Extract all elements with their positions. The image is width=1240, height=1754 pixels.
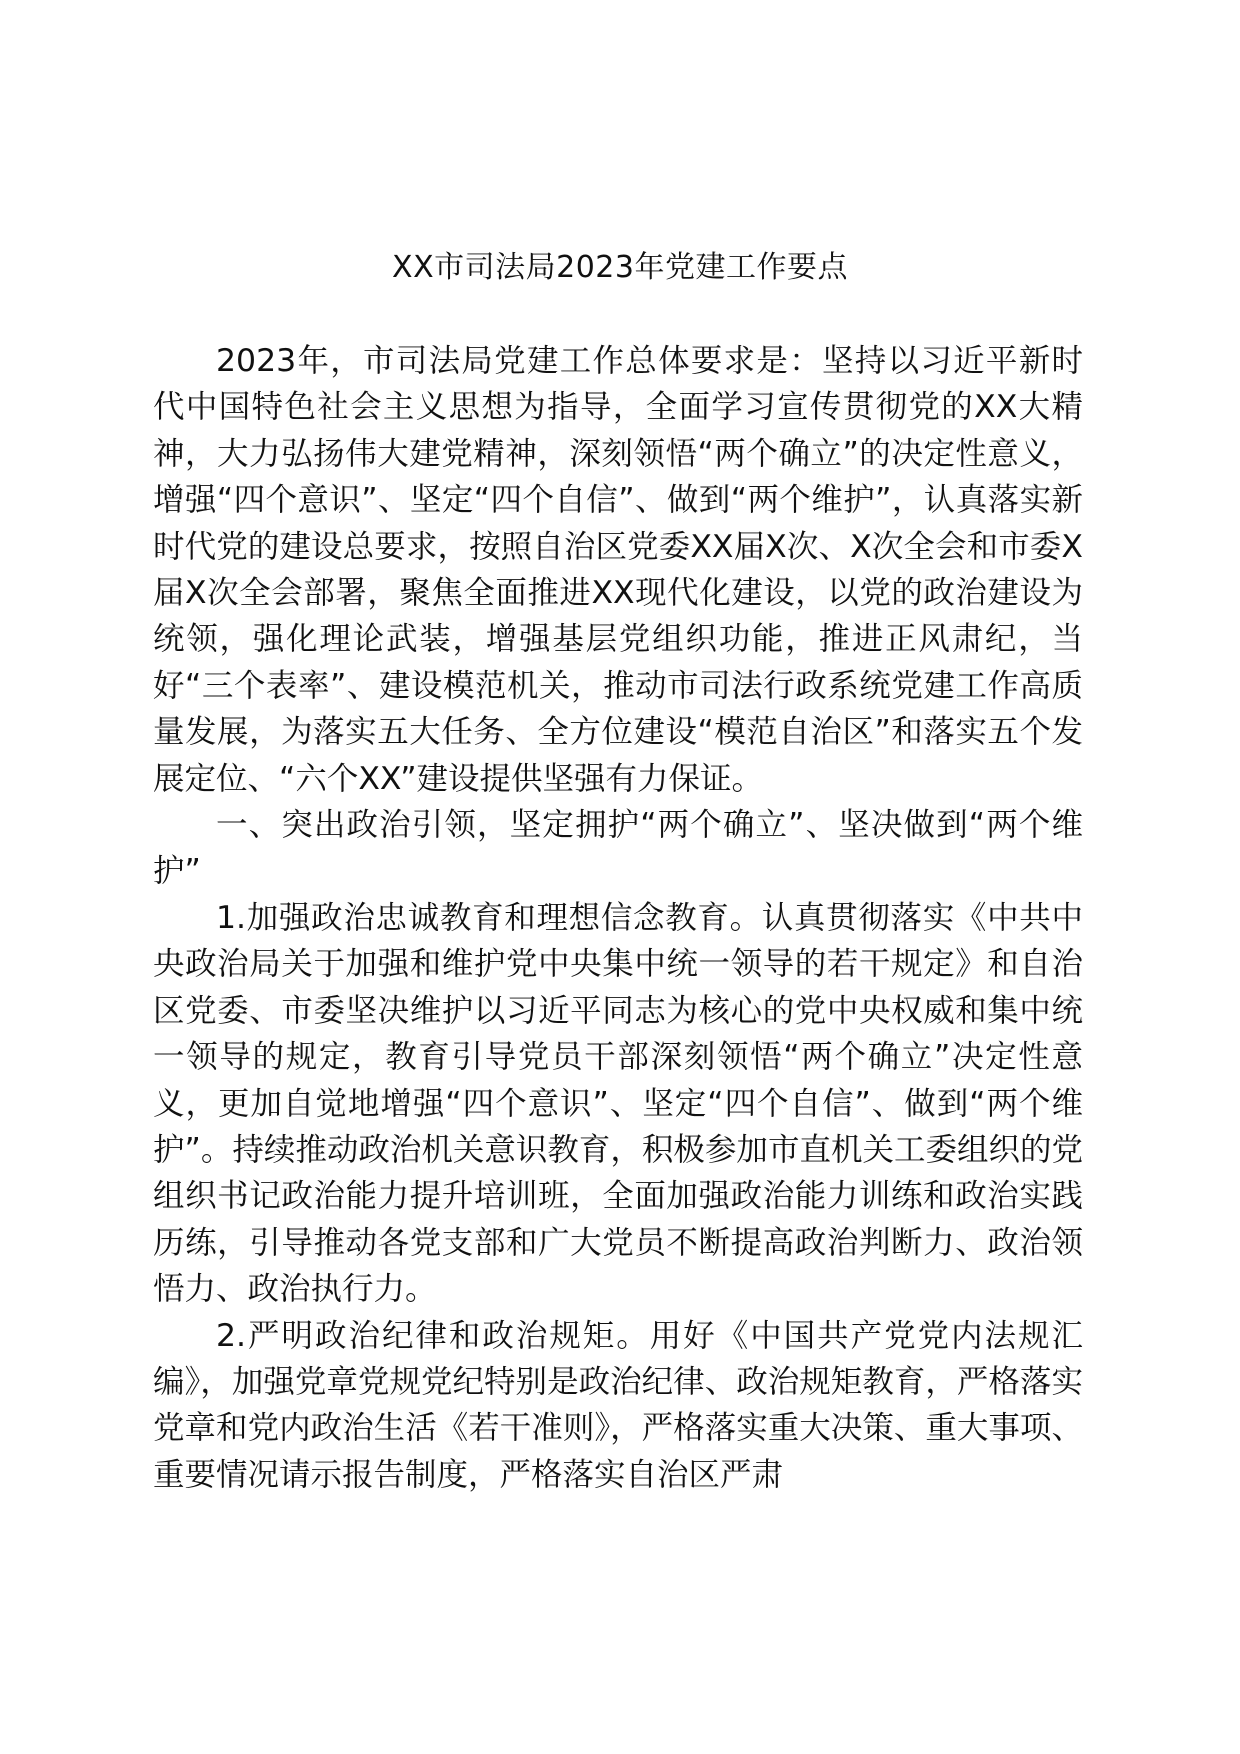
document-body — [153, 338, 1083, 1498]
section-heading-1: 一、突出政治引领，坚定拥护“两个确立”、坚决做到“两个维护” — [153, 807, 1083, 890]
paragraph-overview: 2023年，市司法局党建工作总体要求是：坚持以习近平新时代中国特色社会主义思想为指导，全面学习宣传贯彻党的XX大精神，大力弘扬伟大建党精神，深刻领悟“两个确立”的决定性意义，增强“四个意识”、坚定“四个自信”、做到“两个维护”，认真落实新时代党的建设总要求，按照自治区党委XX届X次、X次全会和市委X届X次全会部署，聚焦全面推进XX现代化建设，以党的政治建设为统领，强化理论武装，增强基层党组织功能，推进正风肃纪，当好“三个表率”、建设模范机关，推动市司法行政系统党建工作高质量发展，为落实五大任务、全方位建设“模范自治区”和落实五个发展定位、“六个XX”建设提供坚强有力保证。 — [153, 343, 1083, 797]
paragraph-item-1: 1.加强政治忠诚教育和理想信念教育。认真贯彻落实《中共中央政治局关于加强和维护党中央集中统一领导的若干规定》和自治区党委、市委坚决维护以习近平同志为核心的党中央权威和集中统一领导的规定，教育引导党员干部深刻领悟“两个确立”决定性意义，更加自觉地增强“四个意识”、坚定“四个自信”、做到“两个维护”。持续推动政治机关意识教育，积极参加市直机关工委组织的党组织书记政治能力提升培训班，全面加强政治能力训练和政治实践历练，引导推动各党支部和广大党员不断提高政治判断力、政治领悟力、政治执行力。 — [153, 899, 1083, 1308]
document-title: XX市司法局2023年党建工作要点 — [392, 250, 848, 285]
paragraph-item-2: 2.严明政治纪律和政治规矩。用好《中国共产党党内法规汇编》，加强党章党规党纪特别是政治纪律、政治规矩教育，严格落实党章和党内政治生活《若干准则》，严格落实重大决策、重大事项、重要情况请示报告制度，严格落实自治区严肃 — [153, 1317, 1083, 1493]
